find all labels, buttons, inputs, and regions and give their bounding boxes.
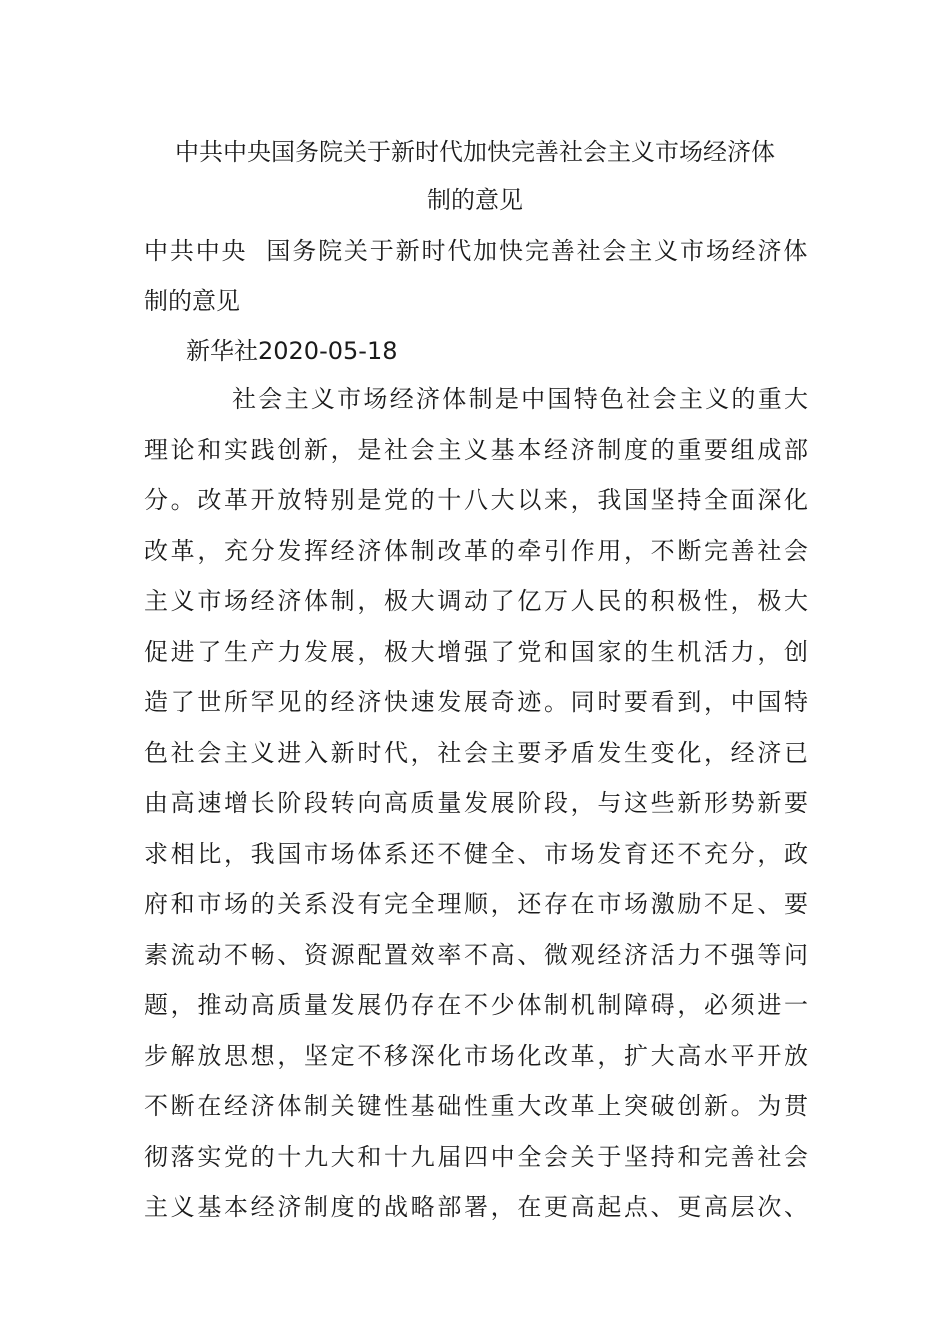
title-line-2: 制的意见 — [427, 186, 523, 214]
body-line: 主义基本经济制度的战略部署，在更高起点、更高层次、 — [144, 1193, 808, 1221]
body-line: 主义市场经济体制，极大调动了亿万人民的积极性，极大 — [144, 587, 808, 615]
title-line-1: 中共中央国务院关于新时代加快完善社会主义市场经济体 — [175, 138, 775, 166]
body-line: 改革，充分发挥经济体制改革的牵引作用，不断完善社会 — [144, 536, 808, 565]
body-line: 理论和实践创新，是社会主义基本经济制度的重要组成部 — [144, 435, 808, 464]
body-paragraph — [144, 374, 808, 1233]
subtitle-line-2: 制的意见 — [144, 287, 240, 315]
body-line: 由高速增长阶段转向高质量发展阶段，与这些新形势新要 — [144, 789, 808, 817]
subtitle-line-1: 中共中央 国务院关于新时代加快完善社会主义市场经济体 — [144, 237, 808, 265]
document-title — [140, 128, 810, 224]
document-subtitle — [144, 226, 808, 326]
body-line: 素流动不畅、资源配置效率不高、微观经济活力不强等问 — [144, 940, 808, 969]
body-line: 题，推动高质量发展仍存在不少体制机制障碍，必须进一 — [144, 991, 808, 1019]
body-line: 社会主义市场经济体制是中国特色社会主义的重大 — [232, 385, 808, 413]
body-line: 步解放思想，坚定不移深化市场化改革，扩大高水平开放 — [144, 1041, 808, 1070]
body-line: 造了世所罕见的经济快速发展奇迹。同时要看到，中国特 — [144, 688, 808, 716]
source-name: 新华社 — [186, 337, 258, 365]
source-line — [186, 326, 397, 376]
publish-date: 2020-05-18 — [258, 337, 398, 365]
body-line: 不断在经济体制关键性基础性重大改革上突破创新。为贯 — [144, 1092, 808, 1120]
body-line: 促进了生产力发展，极大增强了党和国家的生机活力，创 — [144, 637, 808, 666]
body-line: 府和市场的关系没有完全理顺，还存在市场激励不足、要 — [144, 890, 808, 918]
body-line: 彻落实党的十九大和十九届四中全会关于坚持和完善社会 — [144, 1142, 808, 1171]
body-line: 求相比，我国市场体系还不健全、市场发育还不充分，政 — [144, 839, 808, 868]
body-line: 分。改革开放特别是党的十八大以来，我国坚持全面深化 — [144, 486, 808, 514]
body-line: 色社会主义进入新时代，社会主要矛盾发生变化，经济已 — [144, 738, 808, 767]
